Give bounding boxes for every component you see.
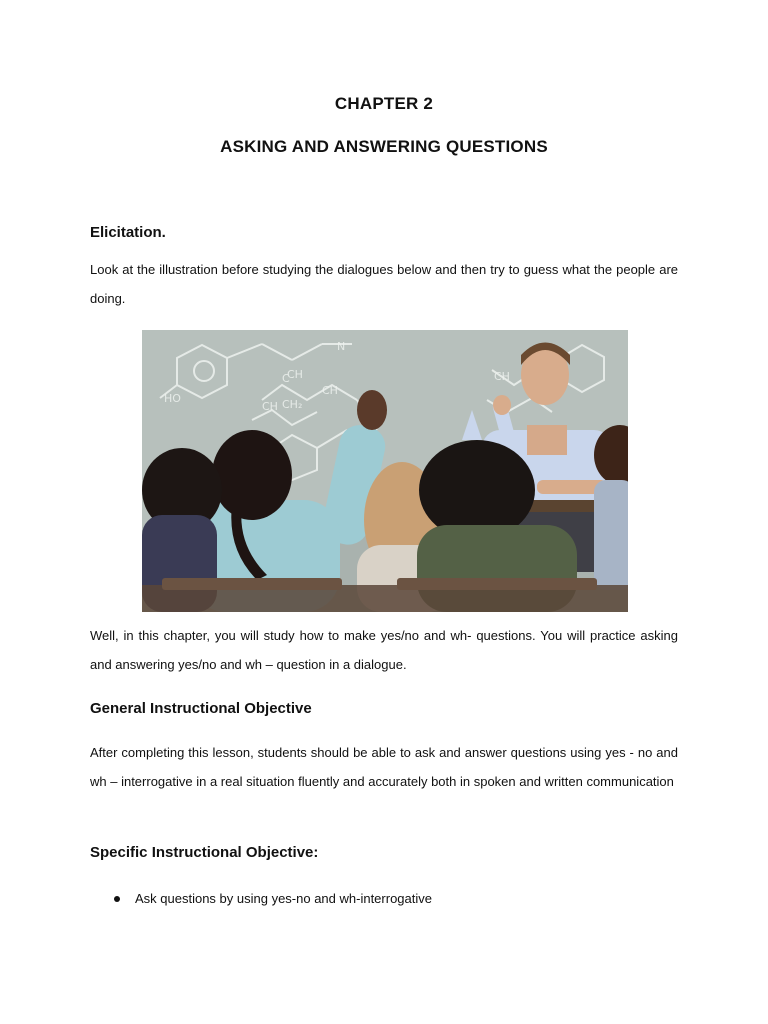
svg-text:CH₂: CH₂ (282, 398, 303, 411)
classroom-illustration (142, 330, 628, 612)
svg-text:CH: CH (287, 368, 303, 381)
list-item-text: Ask questions by using yes-no and wh-interrogative (135, 891, 432, 906)
svg-text:N: N (337, 340, 346, 353)
chapter-title: ASKING AND ANSWERING QUESTIONS (220, 137, 548, 156)
elicitation-heading: Elicitation. (90, 224, 166, 241)
svg-text:CH: CH (322, 384, 338, 397)
svg-text:C: C (282, 372, 290, 385)
general-objective-paragraph: After completing this lesson, students should be able to ask and answer questions using yes - no and wh – interrogative in a real situation fluently and accurately both in spoken and written communication (90, 745, 678, 789)
chapter-number: CHAPTER 2 (334, 94, 434, 113)
svg-text:CH: CH (494, 370, 510, 383)
intro-paragraph: Well, in this chapter, you will study how to make yes/no and wh- questions. You will practice asking and answering yes/no and wh – question in a dialogue. (90, 628, 678, 672)
bullet-icon (114, 896, 120, 902)
svg-text:HO: HO (164, 392, 181, 405)
elicitation-paragraph: Look at the illustration before studying the dialogues below and then try to guess what the people are doing. (90, 262, 678, 306)
specific-objective-list (90, 888, 678, 910)
specific-objective-heading: Specific Instructional Objective: (90, 844, 319, 861)
general-objective-heading: General Instructional Objective (90, 700, 312, 717)
list-item (90, 888, 678, 910)
svg-text:CH: CH (262, 400, 278, 413)
